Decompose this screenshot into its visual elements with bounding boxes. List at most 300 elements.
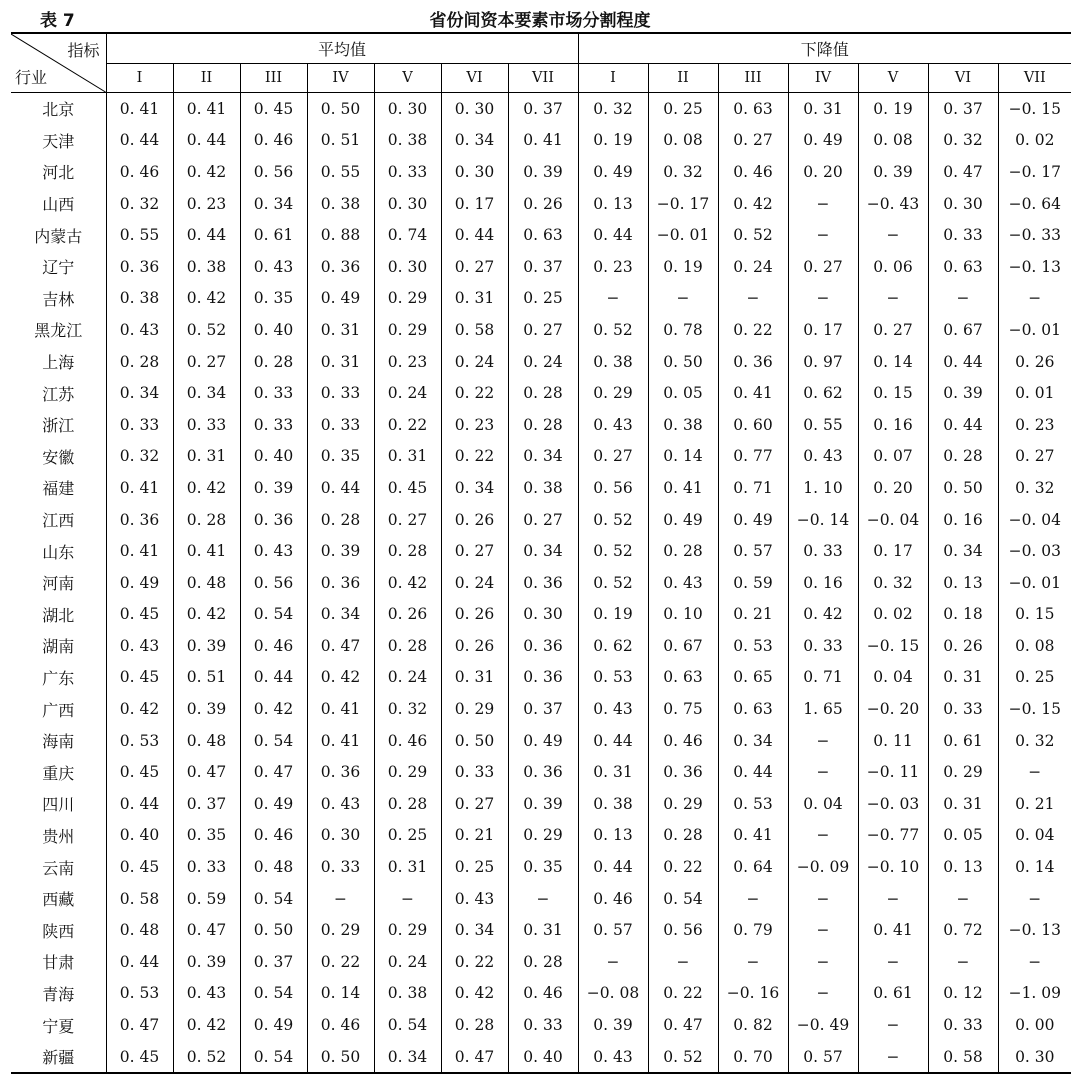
table-cell: 0. 36: [307, 567, 374, 599]
table-cell: 0. 49: [648, 504, 718, 536]
table-cell: 0. 47: [119, 1016, 160, 1035]
table-cell: 0. 27: [578, 441, 648, 473]
table-cell: 0. 44: [119, 131, 160, 150]
table-cell: −: [788, 946, 858, 978]
province-name: 山西: [11, 188, 106, 220]
table-cell: 0. 50: [928, 472, 998, 504]
table-cell: 0. 59: [718, 567, 788, 599]
table-cell: 0. 36: [508, 662, 578, 694]
table-cell: 0. 39: [307, 535, 374, 567]
province-name: 宁夏: [11, 1009, 106, 1041]
table-cell: 0. 32: [928, 125, 998, 157]
table-cell: 0. 29: [441, 693, 508, 725]
table-cell: 0. 71: [718, 472, 788, 504]
table-cell: −: [508, 883, 578, 915]
province-name: 福建: [11, 472, 106, 504]
table-cell: 0. 40: [508, 1041, 578, 1074]
table-cell: 0. 56: [240, 156, 307, 188]
table-cell: 0. 33: [307, 409, 374, 441]
table-cell: −: [858, 219, 928, 251]
table-cell: 0. 38: [578, 346, 648, 378]
province-name: 山东: [11, 535, 106, 567]
table-cell: 0. 56: [578, 472, 648, 504]
table-cell: 0. 29: [508, 820, 578, 852]
table-cell: 0. 08: [858, 125, 928, 157]
table-row: [11, 93, 1071, 125]
province-name: 陕西: [11, 914, 106, 946]
table-cell: 0. 41: [307, 725, 374, 757]
subcolumn-header: II: [648, 64, 718, 93]
table-cell: −: [788, 756, 858, 788]
province-name: 贵州: [11, 820, 106, 852]
province-name: 甘肃: [11, 946, 106, 978]
table-cell: 0. 43: [578, 1041, 648, 1074]
table-cell: 0. 42: [173, 472, 240, 504]
table-cell: 0. 33: [240, 377, 307, 409]
table-cell: 0. 58: [119, 889, 160, 908]
table-cell: 0. 29: [374, 283, 441, 315]
table-cell: 0. 54: [240, 978, 307, 1010]
table-cell: 0. 40: [240, 314, 307, 346]
table-cell: 0. 35: [240, 283, 307, 315]
table-caption: [0, 0, 1080, 30]
table-cell: 0. 24: [718, 251, 788, 283]
table-cell: 0. 56: [648, 914, 718, 946]
table-cell: 0. 48: [240, 851, 307, 883]
table-cell: 0. 22: [441, 441, 508, 473]
table-cell: 0. 33: [441, 756, 508, 788]
table-cell: 0. 63: [928, 251, 998, 283]
table-cell: 0. 19: [648, 251, 718, 283]
table-cell: 0. 36: [508, 567, 578, 599]
table-cell: 0. 24: [508, 346, 578, 378]
province-name: 辽宁: [11, 251, 106, 283]
table-cell: 0. 51: [173, 662, 240, 694]
table-cell: 0. 38: [374, 125, 441, 157]
table-cell: 0. 28: [240, 346, 307, 378]
table-cell: −0. 01: [648, 219, 718, 251]
province-name: 西藏: [11, 883, 106, 915]
table-cell: 0. 52: [173, 1041, 240, 1074]
table-cell: 0. 36: [508, 756, 578, 788]
table-cell: 0. 45: [374, 472, 441, 504]
table-cell: 0. 25: [441, 851, 508, 883]
table-cell: 0. 42: [441, 978, 508, 1010]
table-cell: 0. 29: [648, 788, 718, 820]
table-cell: 0. 49: [508, 725, 578, 757]
table-row: [11, 630, 1071, 662]
table-cell: −0. 15: [998, 93, 1071, 125]
table-cell: 0. 37: [240, 946, 307, 978]
province-name: 湖南: [11, 630, 106, 662]
table-cell: −0. 33: [998, 219, 1071, 251]
table-cell: 0. 04: [788, 788, 858, 820]
table-cell: 0. 77: [718, 441, 788, 473]
table-cell: −0. 17: [998, 156, 1071, 188]
province-name: 江苏: [11, 377, 106, 409]
subcolumn-header: III: [718, 64, 788, 93]
table-cell: 0. 46: [648, 725, 718, 757]
table-cell: 0. 43: [441, 883, 508, 915]
table-cell: 0. 16: [788, 567, 858, 599]
table-cell: 0. 13: [928, 567, 998, 599]
table-cell: 0. 19: [858, 93, 928, 125]
table-cell: 0. 49: [578, 156, 648, 188]
table-cell: 0. 50: [240, 914, 307, 946]
table-cell: 0. 39: [858, 156, 928, 188]
table-cell: 0. 31: [928, 662, 998, 694]
subcolumn-header: VII: [998, 64, 1071, 93]
subcolumn-header: IV: [788, 64, 858, 93]
table-cell: 1. 65: [788, 693, 858, 725]
table-cell: 0. 42: [119, 700, 160, 719]
table-cell: 0. 57: [788, 1041, 858, 1074]
table-cell: 0. 42: [173, 599, 240, 631]
table-cell: 0. 33: [928, 693, 998, 725]
table-row: [11, 377, 1071, 409]
table-cell: 0. 26: [998, 346, 1071, 378]
table-cell: 0. 39: [508, 788, 578, 820]
table-cell: 0. 62: [578, 630, 648, 662]
table-cell: 0. 47: [173, 914, 240, 946]
table-cell: −0. 04: [858, 504, 928, 536]
table-cell: 0. 27: [441, 788, 508, 820]
table-cell: 0. 31: [441, 283, 508, 315]
province-name: 重庆: [11, 756, 106, 788]
table-cell: 0. 64: [718, 851, 788, 883]
table-body: [11, 93, 1071, 1074]
table-cell: 0. 78: [648, 314, 718, 346]
table-cell: −: [374, 883, 441, 915]
table-cell: 0. 26: [441, 599, 508, 631]
table-cell: 0. 58: [441, 314, 508, 346]
table-cell: 1. 10: [788, 472, 858, 504]
province-name: 河北: [11, 156, 106, 188]
table-cell: −: [788, 978, 858, 1010]
table-row: [11, 1041, 1071, 1074]
table-cell: 0. 30: [374, 93, 441, 125]
table-cell: 0. 43: [173, 978, 240, 1010]
table-cell: 0. 20: [858, 472, 928, 504]
table-cell: 0. 52: [578, 504, 648, 536]
table-cell: 0. 22: [648, 978, 718, 1010]
table-cell: 0. 13: [578, 188, 648, 220]
table-cell: 0. 39: [173, 630, 240, 662]
table-cell: 0. 45: [119, 763, 160, 782]
table-cell: 0. 49: [718, 504, 788, 536]
province-name: 云南: [11, 851, 106, 883]
table-cell: 0. 36: [240, 504, 307, 536]
table-row: [11, 883, 1071, 915]
table-cell: 0. 25: [648, 93, 718, 125]
table-cell: 0. 53: [119, 984, 160, 1003]
table-cell: 0. 45: [119, 1047, 160, 1066]
table-cell: 0. 46: [508, 978, 578, 1010]
table-cell: 0. 36: [307, 756, 374, 788]
table-cell: 0. 63: [648, 662, 718, 694]
table-label: 表 7: [40, 11, 75, 31]
table-cell: 0. 65: [718, 662, 788, 694]
table-cell: 0. 32: [998, 472, 1071, 504]
table-cell: 0. 27: [508, 314, 578, 346]
province-name: 天津: [11, 125, 106, 157]
table-cell: 0. 44: [441, 219, 508, 251]
corner-header: [11, 33, 106, 93]
table-cell: 0. 30: [374, 251, 441, 283]
table-cell: 0. 14: [858, 346, 928, 378]
table-cell: 0. 33: [788, 630, 858, 662]
table-cell: 0. 54: [240, 883, 307, 915]
table-cell: 0. 48: [173, 725, 240, 757]
table-cell: 0. 16: [858, 409, 928, 441]
table-cell: 0. 52: [718, 219, 788, 251]
table-cell: 0. 41: [718, 377, 788, 409]
table-cell: 0. 41: [648, 472, 718, 504]
table-cell: 0. 40: [119, 826, 160, 845]
table-cell: 0. 49: [240, 788, 307, 820]
table-cell: 0. 53: [718, 788, 788, 820]
corner-header-industry: 行业: [15, 68, 48, 87]
table-cell: 0. 47: [240, 756, 307, 788]
table-cell: 0. 43: [578, 693, 648, 725]
table-cell: 0. 27: [173, 346, 240, 378]
table-cell: −: [928, 283, 998, 315]
table-cell: 0. 34: [307, 599, 374, 631]
table-cell: 0. 42: [240, 693, 307, 725]
table-cell: 0. 19: [578, 125, 648, 157]
table-cell: −: [998, 883, 1071, 915]
table-cell: 0. 42: [788, 599, 858, 631]
table-cell: 0. 59: [173, 883, 240, 915]
table-cell: 0. 30: [441, 93, 508, 125]
table-cell: 0. 17: [441, 188, 508, 220]
table-cell: 0. 63: [718, 693, 788, 725]
table-cell: 0. 52: [578, 314, 648, 346]
table-cell: 0. 62: [788, 377, 858, 409]
table-cell: 0. 30: [928, 188, 998, 220]
table-cell: 0. 41: [508, 125, 578, 157]
table-cell: −0. 11: [858, 756, 928, 788]
table-cell: 0. 29: [374, 914, 441, 946]
table-cell: 0. 75: [648, 693, 718, 725]
province-name: 广西: [11, 693, 106, 725]
table-cell: 0. 49: [307, 283, 374, 315]
table-cell: 0. 82: [718, 1009, 788, 1041]
table-cell: 0. 53: [718, 630, 788, 662]
table-cell: 0. 29: [307, 914, 374, 946]
table-cell: 0. 33: [240, 409, 307, 441]
table-row: [11, 756, 1071, 788]
table-cell: 0. 33: [307, 377, 374, 409]
table-row: [11, 188, 1071, 220]
table-cell: 0. 33: [928, 1009, 998, 1041]
table-cell: 0. 36: [307, 251, 374, 283]
table-cell: 0. 31: [173, 441, 240, 473]
table-cell: 0. 31: [441, 662, 508, 694]
table-cell: 0. 25: [374, 820, 441, 852]
table-cell: 0. 44: [240, 662, 307, 694]
table-cell: 0. 67: [648, 630, 718, 662]
table-cell: 0. 27: [441, 535, 508, 567]
table-cell: 0. 13: [578, 820, 648, 852]
table-cell: 0. 30: [508, 599, 578, 631]
table-cell: −0. 03: [858, 788, 928, 820]
table-cell: −: [718, 946, 788, 978]
table-cell: 0. 21: [998, 788, 1071, 820]
table-cell: 0. 10: [648, 599, 718, 631]
table-cell: 0. 47: [441, 1041, 508, 1074]
table-cell: 0. 46: [240, 820, 307, 852]
table-cell: 0. 34: [508, 535, 578, 567]
table-cell: −: [718, 883, 788, 915]
subcolumn-header: IV: [307, 64, 374, 93]
table-cell: 0. 44: [119, 952, 160, 971]
table-cell: 0. 57: [578, 914, 648, 946]
table-cell: 0. 24: [374, 377, 441, 409]
table-cell: 0. 26: [928, 630, 998, 662]
table-cell: 0. 31: [307, 314, 374, 346]
table-cell: 0. 36: [508, 630, 578, 662]
table-cell: −: [648, 946, 718, 978]
table-cell: 0. 54: [240, 725, 307, 757]
province-name: 黑龙江: [11, 314, 106, 346]
table-cell: −0. 10: [858, 851, 928, 883]
table-cell: −0. 14: [788, 504, 858, 536]
table-cell: 0. 39: [928, 377, 998, 409]
table-cell: 0. 23: [173, 188, 240, 220]
table-cell: 0. 56: [240, 567, 307, 599]
table-cell: 0. 34: [441, 914, 508, 946]
table-cell: 0. 43: [307, 788, 374, 820]
table-cell: 0. 39: [173, 946, 240, 978]
table-cell: 0. 24: [374, 662, 441, 694]
table-cell: 0. 38: [307, 188, 374, 220]
table-cell: 0. 26: [441, 630, 508, 662]
table-cell: 0. 35: [173, 820, 240, 852]
table-cell: −0. 01: [998, 567, 1071, 599]
table-cell: 0. 32: [119, 194, 160, 213]
table-cell: 0. 26: [374, 599, 441, 631]
table-cell: 0. 32: [578, 93, 648, 125]
table-cell: 0. 42: [173, 156, 240, 188]
table-cell: −0. 01: [998, 314, 1071, 346]
table-cell: 0. 44: [928, 409, 998, 441]
table-cell: 0. 38: [374, 978, 441, 1010]
table-cell: 0. 33: [374, 156, 441, 188]
table-cell: 0. 46: [578, 883, 648, 915]
table-cell: 0. 50: [441, 725, 508, 757]
table-cell: 0. 54: [374, 1009, 441, 1041]
table-cell: 0. 72: [928, 914, 998, 946]
table-cell: 0. 45: [119, 605, 160, 624]
table-cell: −: [788, 188, 858, 220]
table-cell: 0. 48: [173, 567, 240, 599]
table-row: [11, 125, 1071, 157]
province-name: 浙江: [11, 409, 106, 441]
table-cell: 0. 42: [307, 662, 374, 694]
table-cell: 0. 41: [119, 99, 160, 118]
table-cell: 0. 19: [578, 599, 648, 631]
table-cell: 0. 14: [307, 978, 374, 1010]
table-cell: 0. 28: [508, 946, 578, 978]
table-cell: −: [788, 820, 858, 852]
table-cell: −: [578, 946, 648, 978]
table-cell: 0. 36: [648, 756, 718, 788]
table-cell: −: [788, 725, 858, 757]
province-name: 内蒙古: [11, 219, 106, 251]
table-cell: −: [998, 946, 1071, 978]
table-cell: 0. 37: [508, 693, 578, 725]
table-cell: 0. 21: [441, 820, 508, 852]
table-cell: 0. 46: [718, 156, 788, 188]
subcolumn-header: VI: [441, 64, 508, 93]
table-row: [11, 599, 1071, 631]
table-row: [11, 946, 1071, 978]
table-row: [11, 504, 1071, 536]
table-cell: 0. 46: [240, 630, 307, 662]
table-cell: −: [788, 219, 858, 251]
data-table: [11, 32, 1071, 1074]
table-cell: 0. 33: [788, 535, 858, 567]
table-cell: 0. 55: [307, 156, 374, 188]
table-cell: 0. 28: [508, 377, 578, 409]
table-cell: 0. 27: [508, 504, 578, 536]
table-cell: 0. 55: [119, 226, 160, 245]
table-cell: 0. 54: [240, 599, 307, 631]
table-cell: 0. 05: [928, 820, 998, 852]
table-cell: 0. 08: [998, 630, 1071, 662]
table-cell: 0. 32: [374, 693, 441, 725]
table-cell: −: [788, 883, 858, 915]
table-cell: 0. 30: [441, 156, 508, 188]
table-cell: −: [858, 1041, 928, 1074]
table-row: [11, 314, 1071, 346]
table-cell: 0. 28: [119, 352, 160, 371]
table-cell: 0. 52: [578, 535, 648, 567]
table-cell: 0. 34: [119, 384, 160, 403]
table-row: [11, 662, 1071, 694]
table-cell: 0. 34: [441, 472, 508, 504]
table-cell: 0. 01: [998, 377, 1071, 409]
table-cell: 0. 29: [578, 377, 648, 409]
table-cell: 0. 46: [240, 125, 307, 157]
table-cell: 0. 26: [508, 188, 578, 220]
group-header-decline: 下降值: [578, 33, 1071, 64]
table-cell: 0. 41: [173, 535, 240, 567]
table-cell: 0. 15: [998, 599, 1071, 631]
table-row: [11, 978, 1071, 1010]
table-cell: 0. 52: [578, 567, 648, 599]
table-cell: 0. 14: [648, 441, 718, 473]
table-cell: 0. 22: [441, 377, 508, 409]
table-row: [11, 851, 1071, 883]
table-cell: 0. 33: [173, 851, 240, 883]
table-cell: 0. 44: [578, 725, 648, 757]
table-cell: −0. 15: [858, 630, 928, 662]
table-cell: 0. 25: [998, 662, 1071, 694]
table-cell: 0. 32: [998, 725, 1071, 757]
table-row: [11, 820, 1071, 852]
table-cell: 0. 02: [998, 125, 1071, 157]
table-cell: −0. 17: [648, 188, 718, 220]
table-cell: 0. 28: [648, 820, 718, 852]
table-cell: −: [648, 283, 718, 315]
table-cell: 0. 31: [374, 441, 441, 473]
table-cell: 0. 28: [307, 504, 374, 536]
table-cell: 0. 23: [441, 409, 508, 441]
table-row: [11, 1009, 1071, 1041]
table-cell: 0. 27: [718, 125, 788, 157]
